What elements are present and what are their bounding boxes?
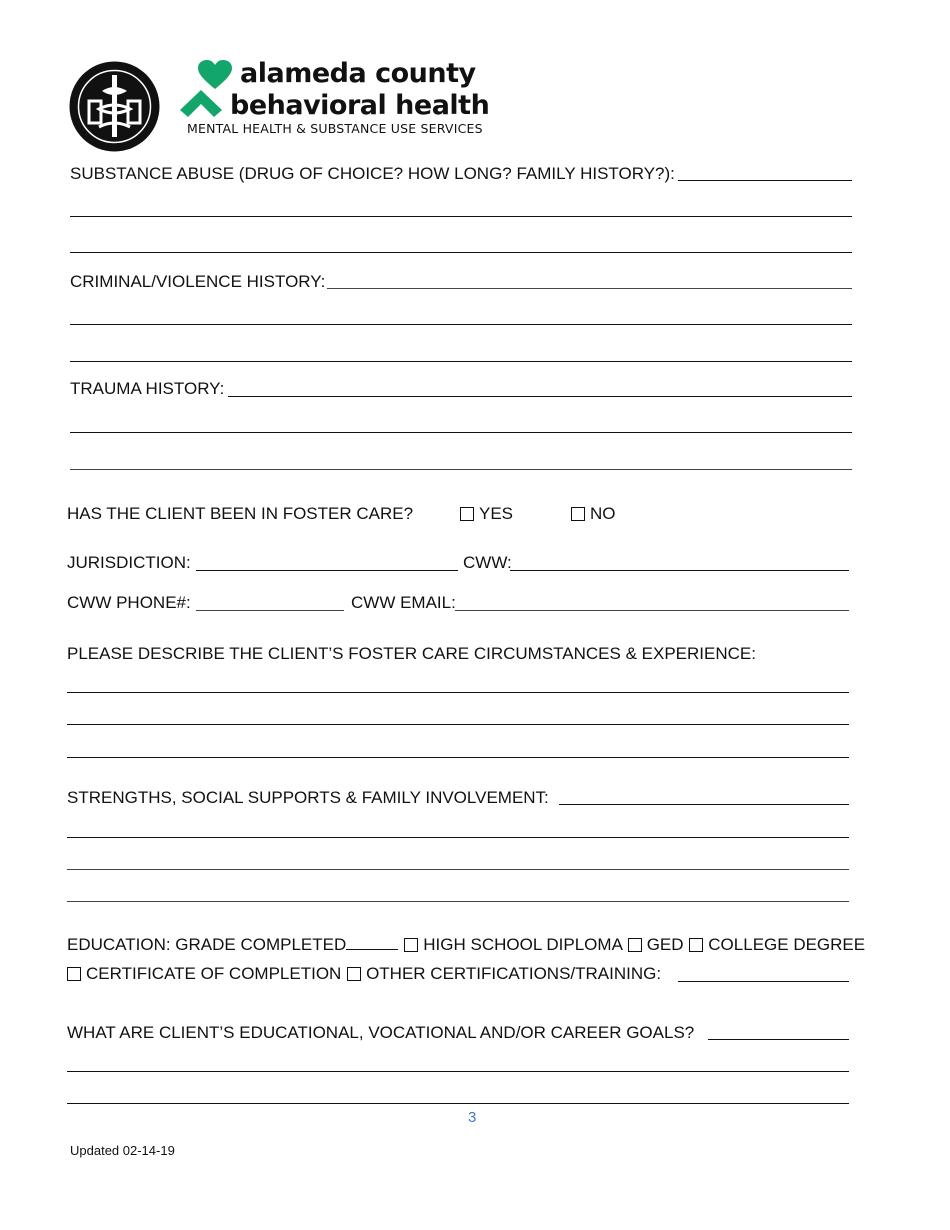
strengths-label: STRENGTHS, SOCIAL SUPPORTS & FAMILY INVOLVEMENT: bbox=[67, 788, 549, 807]
chevron-up-icon bbox=[180, 90, 222, 118]
ged-checkbox[interactable] bbox=[628, 938, 642, 952]
criminal-history-label: CRIMINAL/VIOLENCE HISTORY: bbox=[70, 272, 326, 291]
foster-care-describe-line-3[interactable] bbox=[67, 757, 849, 758]
other-cert-checkbox[interactable] bbox=[347, 967, 361, 981]
hs-diploma-checkbox[interactable] bbox=[404, 938, 418, 952]
education-label: EDUCATION: GRADE COMPLETED bbox=[67, 935, 347, 954]
strengths-line-3[interactable] bbox=[67, 869, 849, 870]
college-degree-label: COLLEGE DEGREE bbox=[708, 935, 866, 954]
substance-abuse-field[interactable] bbox=[678, 180, 852, 181]
goals-line-2[interactable] bbox=[67, 1071, 849, 1072]
trauma-history-label: TRAUMA HISTORY: bbox=[70, 379, 225, 398]
foster-care-describe-line-1[interactable] bbox=[67, 692, 849, 693]
org-name-line1: alameda county bbox=[240, 58, 476, 89]
strengths-line-2[interactable] bbox=[67, 837, 849, 838]
substance-abuse-line-3[interactable] bbox=[70, 252, 852, 253]
trauma-history-line-3[interactable] bbox=[70, 469, 852, 470]
foster-care-describe-label: PLEASE DESCRIBE THE CLIENT’S FOSTER CARE CIRCUMSTANCES & EXPERIENCE: bbox=[67, 644, 756, 663]
cww-email-label: CWW EMAIL: bbox=[351, 593, 456, 612]
goals-field[interactable] bbox=[708, 1039, 849, 1040]
other-cert-label: OTHER CERTIFICATIONS/TRAINING: bbox=[366, 964, 662, 983]
certificate-checkbox[interactable] bbox=[67, 967, 81, 981]
ged-label: GED bbox=[646, 935, 684, 954]
criminal-history-line-2[interactable] bbox=[70, 324, 852, 325]
other-cert-field[interactable] bbox=[678, 981, 849, 982]
jurisdiction-field[interactable] bbox=[196, 570, 458, 571]
county-seal bbox=[69, 61, 160, 152]
hs-diploma-label: HIGH SCHOOL DIPLOMA bbox=[423, 935, 622, 954]
cww-field[interactable] bbox=[510, 570, 849, 571]
goals-label: WHAT ARE CLIENT’S EDUCATIONAL, VOCATIONAL AND/OR CAREER GOALS? bbox=[67, 1023, 695, 1042]
foster-care-yes-option[interactable] bbox=[460, 504, 513, 524]
criminal-history-line-3[interactable] bbox=[70, 361, 852, 362]
cww-label: CWW: bbox=[463, 553, 512, 572]
updated-date: Updated 02-14-19 bbox=[70, 1143, 175, 1158]
foster-care-describe-line-2[interactable] bbox=[67, 724, 849, 725]
strengths-line-4[interactable] bbox=[67, 901, 849, 902]
foster-care-question: HAS THE CLIENT BEEN IN FOSTER CARE? bbox=[67, 504, 414, 523]
jurisdiction-label: JURISDICTION: bbox=[67, 553, 191, 572]
org-name-line2: behavioral health bbox=[230, 90, 490, 121]
yes-checkbox[interactable] bbox=[460, 507, 474, 521]
foster-care-no-option[interactable] bbox=[571, 504, 616, 524]
page-number: 3 bbox=[468, 1109, 477, 1126]
cww-phone-label: CWW PHONE#: bbox=[67, 593, 191, 612]
criminal-history-field[interactable] bbox=[327, 288, 852, 289]
substance-abuse-label: SUBSTANCE ABUSE (DRUG OF CHOICE? HOW LONG? FAMILY HISTORY?): bbox=[70, 164, 675, 183]
goals-line-3[interactable] bbox=[67, 1103, 849, 1104]
trauma-history-field[interactable] bbox=[228, 396, 852, 397]
heart-icon bbox=[198, 60, 232, 90]
org-subtitle: MENTAL HEALTH & SUBSTANCE USE SERVICES bbox=[187, 121, 483, 136]
trauma-history-line-2[interactable] bbox=[70, 432, 852, 433]
education-row bbox=[67, 935, 865, 955]
strengths-field[interactable] bbox=[559, 804, 849, 805]
yes-label: YES bbox=[479, 504, 514, 523]
grade-completed-field[interactable] bbox=[346, 935, 398, 950]
certificates-row bbox=[67, 964, 661, 984]
no-checkbox[interactable] bbox=[571, 507, 585, 521]
cww-email-field[interactable] bbox=[455, 610, 849, 611]
cww-phone-field[interactable] bbox=[196, 610, 344, 611]
certificate-label: CERTIFICATE OF COMPLETION bbox=[86, 964, 342, 983]
college-degree-checkbox[interactable] bbox=[689, 938, 703, 952]
no-label: NO bbox=[590, 504, 616, 523]
substance-abuse-line-2[interactable] bbox=[70, 216, 852, 217]
